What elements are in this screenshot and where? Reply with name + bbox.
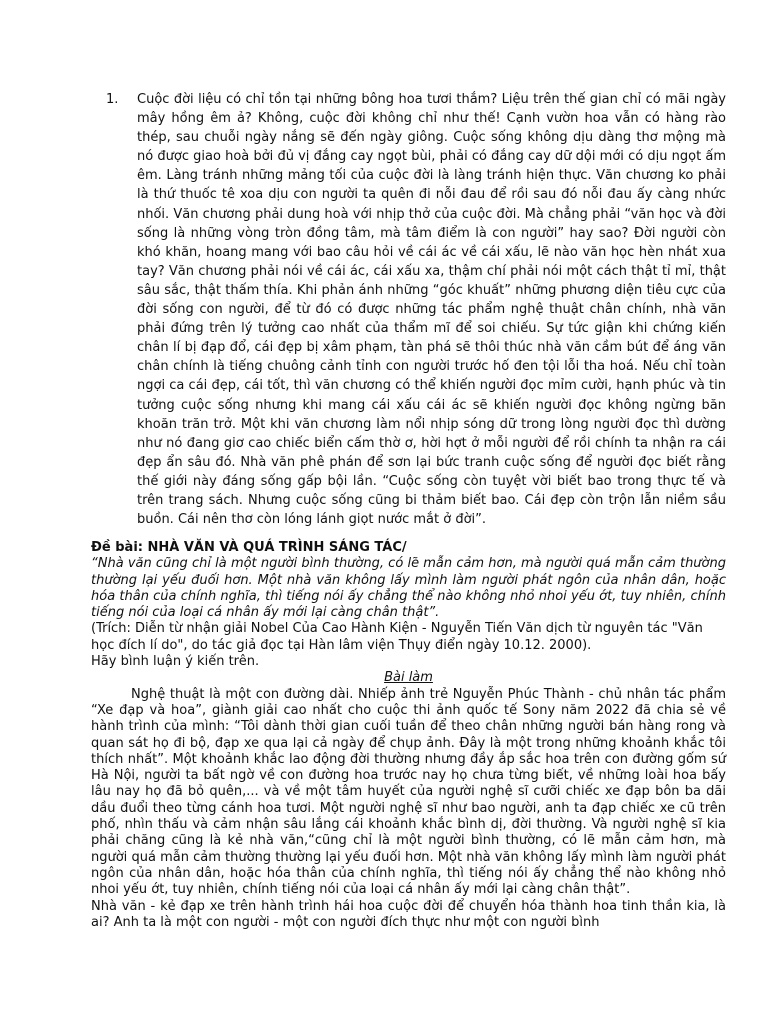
assignment-prompt: Hãy bình luận ý kiến trên. xyxy=(91,654,260,670)
quote-citation: (Trích: Diễn từ nhận giải Nobel Của Cao Hành Kiện - Nguyễn Tiến Văn dịch từ nguyên tác "Văn học đích lí do", do tác giả đọc tại Hàn lâm viện Thụy điển ngày 10.12. 2000). xyxy=(91,621,703,653)
list-item-number: 1. xyxy=(106,92,119,107)
list-item-text: Cuộc đời liệu có chỉ tồn tại những bông hoa tươi thắm? Liệu trên thế gian chỉ có mãi ngày mây hồng êm ả? Không, cuộc đời không chỉ như thế! Cạnh vườn hoa vẫn có hàng rào thép, sau chuỗi ngày nắng sẽ đến ngày giông. Cuộc sống không dịu dàng thơ mộng mà nó được giao hoà bởi đủ vị đắng cay ngọt bùi, phải có đắng cay dữ dội mới có dịu ngọt ấm êm. Làng tránh những mảng tối của cuộc đời là làng tránh hiện thực. Văn chương ko phải là thứ thuốc tê xoa dịu con người ta quên đi nỗi đau để rồi sau đó nỗi đau ấy càng nhức nhối. Văn chương phải dung hoà với nhịp thở của cuộc đời. Mà chẳng phải “văn học và đời sống là những vòng tròn đồng tâm, mà tâm điểm là con người” hay sao? Đời người còn khó khăn, hoang mang với bao câu hỏi về cái ác về cái xấu, lẽ nào văn học hèn nhát xua tay? Văn chương phải nói về cái ác, cái xấu xa, thậm chí phải nói một cách thật tỉ mỉ, thật sâu sắc, thật thấm thía. Khi phản ánh những “góc khuất” những phương diện tiêu cực của đời sống con người, để từ đó có được những tác phẩm nghệ thuật chân chính, nhà văn phải đứng trên lý tưởng cao nhất của thẩm mĩ để soi chiếu. Sự tức giận khi chứng kiến chân lí bị đạp đổ, cái đẹp bị xâm phạm, tàn phá sẽ thôi thúc nhà văn cầm bút để áng văn chân chính là tiếng chuông cảnh tỉnh con người trước hố đen tội lỗi tha hoá. Nếu chỉ toàn ngợi ca cái đẹp, cái tốt, thì văn chương có thể khiến người đọc mỉm cười, hạnh phúc và tin tưởng cuộc sống nhưng khi mang cái xấu cái ác sẽ khiến người đọc không ngừng băn khoăn trăn trở. Một khi văn chương làm nổi nhịp sóng dữ trong lòng người đọc thì dường như nó đang giơ cao chiếc biển cấm thờ ơ, hời hợt ở mỗi người để rồi chính ta nhận ra cái đẹp ẩn sâu đó. Nhà văn phê phán để sơn lại bức tranh cuộc sống để người đọc biết rằng thế giới này đáng sống gấp bội lần. “Cuộc sống còn tuyệt vời biết bao trong thực tế và trên trang sách. Nhưng cuộc sống cũng bi thảm biết bao. Cái đẹp còn trộn lẫn niềm sầu buồn. Cái nên thơ còn lóng lánh giọt nước mắt ở đời”. xyxy=(137,92,726,528)
essay-paragraph-1: Nghệ thuật là một con đường dài. Nhiếp ảnh trẻ Nguyễn Phúc Thành - chủ nhân tác phẩm “Xe đạp và hoa”, giành giải cao nhất cho cuộc thi ảnh quốc tế Sony năm 2022 đã chia sẻ về hành trình của mình: “Tôi dành thời gian cuối tuần để theo chân những người bán hàng rong và quan sát họ đi bộ, đạp xe qua lại cả ngày để chụp ảnh. Đây là một trong những khoảnh khắc tôi thích nhất”. Một khoảnh khắc lao động đời thường nhưng đầy ắp sắc hoa trên con đường gốm sứ Hà Nội, người ta bất ngờ về con đường hoa trước nay họ chưa từng biết, về những loài hoa bấy lâu nay họ đã bỏ quên,... và về một tâm huyết của người nghệ sĩ cưỡi chiếc xe đạp bôn ba dãi dầu đuổi theo từng cánh hoa tươi. Một người nghệ sĩ như bao người, anh ta đạp chiếc xe cũ trên phố, nhìn thấu và cảm nhận sâu lắng cái khoảnh khắc bình dị, đời thường. Và người nghệ sĩ kia phải chăng cũng là kẻ nhà văn,“cũng chỉ là một người bình thường, có lẽ mẫn cảm hơn, mà người quá mẫn cảm thường thường lại yếu đuối hơn. Một nhà văn không lấy mình làm người phát ngôn của nhân dân, hoặc hóa thân của chính nghĩa, thì tiếng nói ấy chẳng thể nào không nhỏ nhoi yếu ớt, tuy nhiên, chính tiếng nói của loại cá nhân ấy mới lại càng chân thật”. xyxy=(91,686,726,898)
essay-paragraph-2: Nhà văn - kẻ đạp xe trên hành trình hái hoa cuộc đời để chuyển hóa thành hoa tinh thần kia, là ai? Anh ta là một con người - một con người đích thực như một con người bình xyxy=(91,898,726,930)
assignment-heading: Đề bài: NHÀ VĂN VÀ QUÁ TRÌNH SÁNG TÁC/ xyxy=(91,540,407,555)
essay-title: Bài làm xyxy=(384,670,433,686)
quoted-statement: “Nhà văn cũng chỉ là một người bình thường, có lẽ mẫn cảm hơn, mà người quá mẫn cảm thường thường lại yếu đuối hơn. Một nhà văn không lấy mình làm người phát ngôn của nhân dân, hoặc hóa thân của chính nghĩa, thì tiếng nói ấy chẳng thể nào không nhỏ nhoi yếu ớt, tuy nhiên, chính tiếng nói của loại cá nhân ấy mới lại càng chân thật”. xyxy=(91,556,726,621)
essay-section xyxy=(91,540,726,931)
